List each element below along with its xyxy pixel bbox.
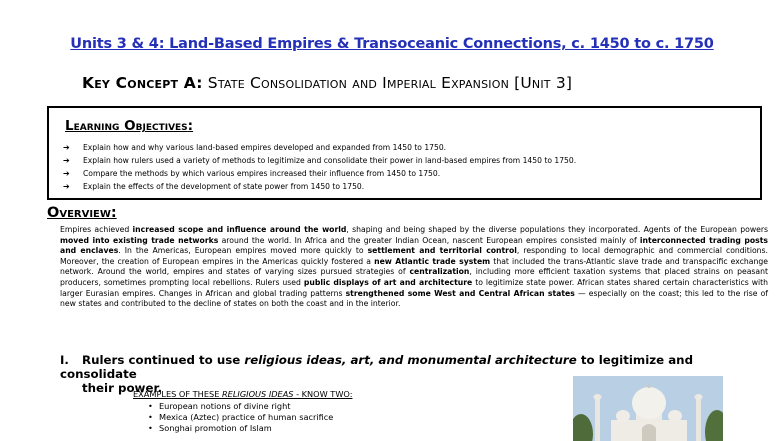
arrow-icon: ➔: [63, 156, 70, 165]
learning-objectives-box: [47, 106, 762, 200]
overview-paragraph: [60, 225, 768, 310]
objective-item: ➔ Explain how rulers used a variety of methods to legitimize and consolidate their power in land-based empires from 1450 to 1750.: [63, 156, 577, 165]
arrow-icon: ➔: [63, 169, 70, 178]
overview-title: Overview:: [47, 205, 117, 221]
overview-text: — especially on the coast; this led to the rise of new states and contributed to the decline of states on both the coast and in the interior.: [60, 288, 769, 309]
learning-objectives-title: Learning Objectives:: [65, 118, 194, 134]
arrow-icon: ➔: [63, 182, 70, 191]
overview-text: to legitimize state power. African states shared certain characteristics with larger Eurasian empires. Changes in African and global trading patterns: [60, 277, 769, 298]
objectives-list: [63, 141, 576, 193]
list-item: • Songhai promotion of Islam: [148, 423, 272, 433]
list-item: • Mexica (Aztec) practice of human sacrifice: [148, 412, 334, 422]
overview-text: , shaping and being shaped by the diverse populations they incorporated. Agents of the European powers: [346, 225, 769, 234]
section-number: I.: [60, 353, 69, 367]
overview-bold-term: moved into existing trade networks: [60, 235, 219, 245]
taj-mahal-image: [573, 376, 723, 441]
key-concept-heading: [82, 74, 572, 92]
objective-item: ➔ Explain the effects of the development of state power from 1450 to 1750.: [63, 182, 365, 191]
objective-item: ➔ Compare the methods by which various empires increased their influence from 1450 to 1750.: [63, 169, 441, 178]
unit-title: Units 3 & 4: Land-Based Empires & Transoceanic Connections, c. 1450 to c. 1750: [70, 36, 714, 52]
key-concept-text: State Consolidation and Imperial Expansion [Unit 3]: [207, 74, 573, 92]
examples-heading: EXAMPLES OF THESE RELIGIOUS IDEAS - KNOW TWO:: [133, 389, 353, 399]
overview-text: , including more efficient taxation systems that placed strains on peasant producers, sometimes prompting local rebellions. Rulers used: [60, 267, 769, 287]
overview-text: around the world. In Africa and the greater Indian Ocean, nascent European empires consisted mainly of: [218, 235, 640, 245]
key-concept-label: Key Concept A:: [82, 74, 203, 92]
arrow-icon: ➔: [63, 143, 70, 152]
objective-item: ➔ Explain how and why various land-based empires developed and expanded from 1450 to 1750.: [63, 143, 447, 152]
overview-bold-term: strengthened some West and Central African states: [345, 288, 575, 298]
overview-text: Empires achieved: [60, 225, 133, 234]
overview-bold-term: increased scope and influence around the world: [132, 225, 347, 234]
overview-bold-term: centralization: [409, 267, 470, 277]
overview-bold-term: new Atlantic trade system: [374, 256, 491, 266]
examples-list: [148, 401, 333, 434]
overview-text: , responding to local demographic and commercial conditions. Moreover, the creation of European empires in the Americas quickly fostered a: [60, 246, 768, 266]
overview-bold-term: public displays of art and architecture: [303, 277, 473, 287]
overview-bold-term: settlement and territorial control: [367, 246, 517, 256]
overview-text: that included the trans-Atlantic slave trade and transpacific exchange network. Around the world, empires and states of varying sizes pursued strategies of: [60, 256, 768, 277]
overview-bold-term: interconnected trading posts and enclaves: [60, 235, 769, 256]
overview-text: . In the Americas, European empires moved more quickly to: [118, 246, 368, 256]
section-heading: I. Rulers continued to use religious ideas, art, and monumental architecture to legitimize and consolidate their power.: [60, 353, 694, 395]
list-item: • European notions of divine right: [148, 401, 291, 411]
